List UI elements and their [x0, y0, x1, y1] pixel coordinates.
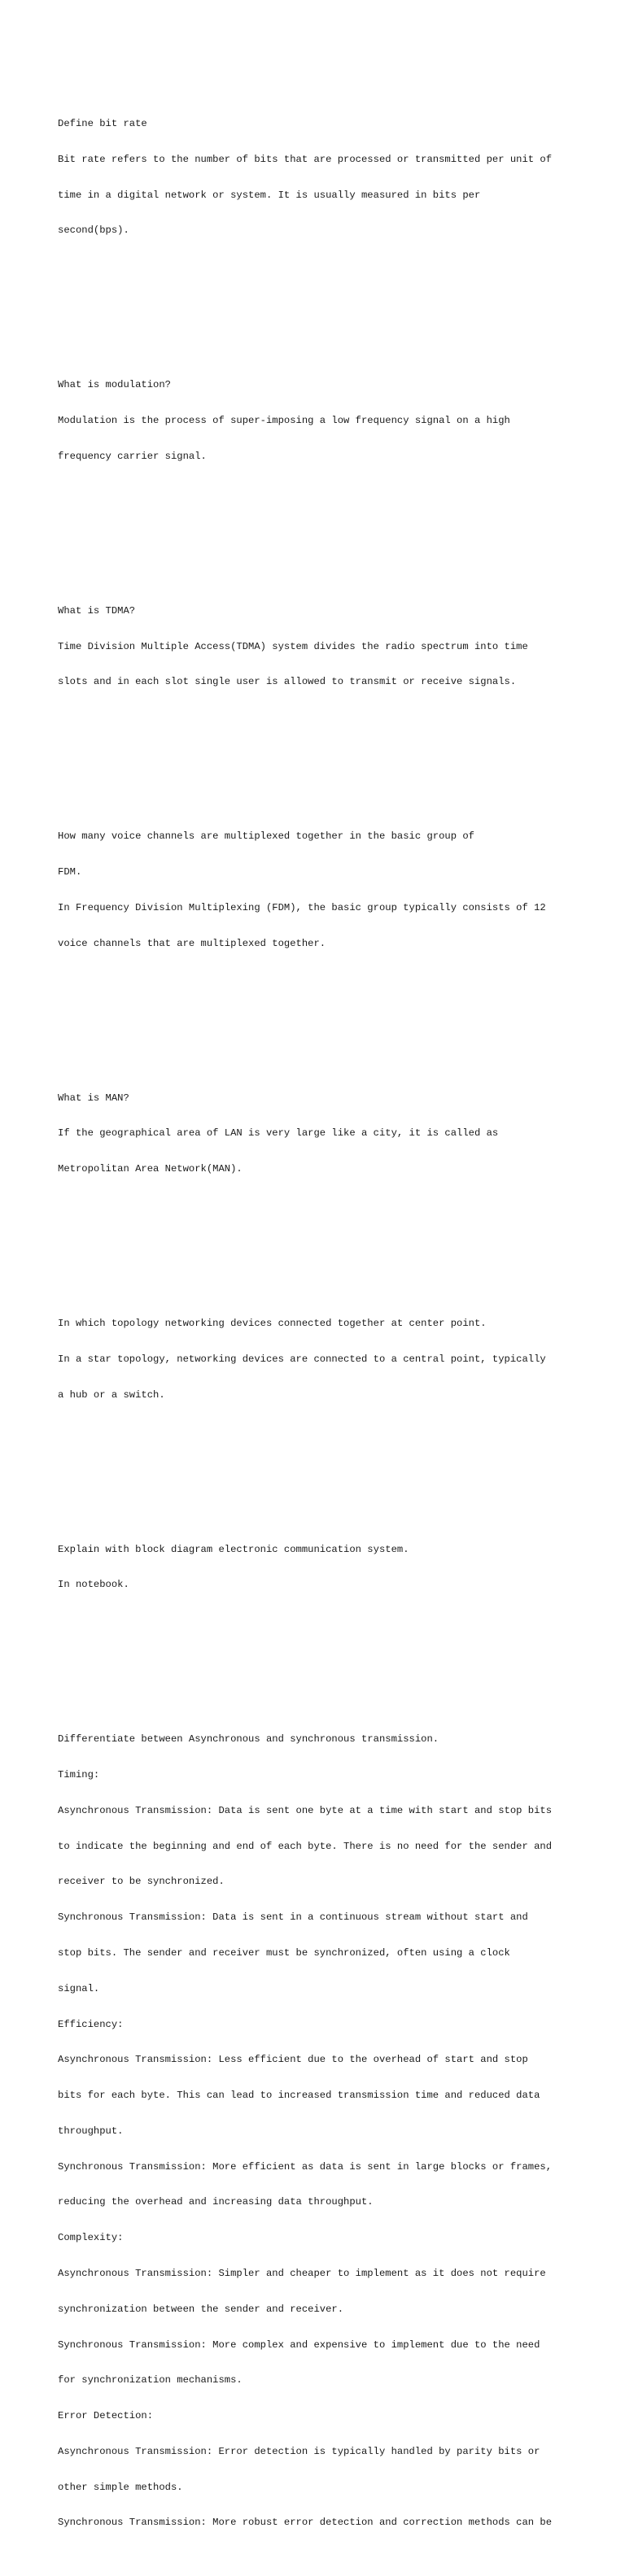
- answer-line: for synchronization mechanisms.: [58, 2374, 243, 2386]
- answer-line: signal.: [58, 1982, 100, 1994]
- answer-line: to indicate the beginning and end of each byte. There is no need for the sender and: [58, 1840, 553, 1852]
- qa-modulation: [58, 355, 579, 486]
- answer-line: Asynchronous Transmission: Error detection is typically handled by parity bits or: [58, 2445, 540, 2457]
- question-text: In which topology networking devices connected together at center point.: [58, 1318, 487, 1330]
- qa-topology: [58, 1294, 579, 1425]
- section-gap: [58, 735, 579, 771]
- answer-line: reducing the overhead and increasing data throughput.: [58, 2196, 374, 2208]
- question-text: Differentiate between Asynchronous and synchronous transmission.: [58, 1733, 439, 1746]
- qa-transmission: [58, 1710, 579, 2552]
- answer-line: throughput.: [58, 2125, 124, 2137]
- question-text: Define bit rate: [58, 117, 147, 129]
- document-page: [58, 59, 579, 2576]
- answer-line: In notebook.: [58, 1579, 129, 1591]
- answer-line: second(bps).: [58, 224, 129, 237]
- answer-line: frequency carrier signal.: [58, 450, 207, 462]
- question-text: How many voice channels are multiplexed together in the basic group of: [58, 830, 474, 843]
- answer-line: receiver to be synchronized.: [58, 1876, 225, 1888]
- answer-line: Time Division Multiple Access(TDMA) system divides the radio spectrum into time: [58, 640, 528, 652]
- qa-block-diagram: [58, 1519, 579, 1615]
- answer-line: Metropolitan Area Network(MAN).: [58, 1163, 243, 1175]
- subheading-efficiency: Efficiency:: [58, 2018, 124, 2030]
- answer-line: stop bits. The sender and receiver must be synchronized, often using a clock: [58, 1946, 510, 1959]
- answer-line: Modulation is the process of super-imposing a low frequency signal on a high: [58, 415, 510, 427]
- qa-tdma: [58, 582, 579, 713]
- section-gap: [58, 1638, 579, 1674]
- section-gap: [58, 997, 579, 1033]
- answer-line: Synchronous Transmission: More robust error detection and correction methods can be: [58, 2517, 553, 2529]
- answer-line: voice channels that are multiplexed together.: [58, 937, 326, 949]
- answer-line: Asynchronous Transmission: Less efficient due to the overhead of start and stop: [58, 2054, 528, 2066]
- answer-line: slots and in each slot single user is allowed to transmit or receive signals.: [58, 676, 517, 688]
- question-text: What is modulation?: [58, 379, 171, 391]
- answer-line: Synchronous Transmission: Data is sent in a continuous stream without start and: [58, 1911, 528, 1924]
- section-gap: [58, 1223, 579, 1258]
- answer-line: In Frequency Division Multiplexing (FDM), the basic group typically consists of 12: [58, 901, 546, 913]
- answer-line: Asynchronous Transmission: Simpler and cheaper to implement as it does not require: [58, 2267, 546, 2279]
- question-text: FDM.: [58, 866, 82, 878]
- answer-line: Synchronous Transmission: More efficient as data is sent in large blocks or frames,: [58, 2160, 553, 2173]
- answer-line: synchronization between the sender and receiver.: [58, 2303, 344, 2315]
- section-gap: [58, 284, 579, 320]
- section-gap: [58, 510, 579, 546]
- answer-line: Synchronous Transmission: More complex and expensive to implement due to the need: [58, 2338, 540, 2351]
- answer-line: a hub or a switch.: [58, 1388, 165, 1401]
- answer-line: other simple methods.: [58, 2481, 183, 2493]
- qa-fdm: [58, 807, 579, 973]
- answer-line: bits for each byte. This can lead to increased transmission time and reduced data: [58, 2090, 540, 2102]
- answer-line: If the geographical area of LAN is very large like a city, it is called as: [58, 1127, 499, 1140]
- answer-line: In a star topology, networking devices are connected to a central point, typically: [58, 1353, 546, 1365]
- question-text: What is TDMA?: [58, 604, 136, 617]
- subheading-timing: Timing:: [58, 1769, 100, 1781]
- qa-man: [58, 1068, 579, 1199]
- answer-line: Asynchronous Transmission: Data is sent one byte at a time with start and stop bits: [58, 1804, 553, 1816]
- section-gap: [58, 1449, 579, 1484]
- answer-line: time in a digital network or system. It is usually measured in bits per: [58, 189, 481, 201]
- question-text: Explain with block diagram electronic communication system.: [58, 1543, 409, 1555]
- question-text: What is MAN?: [58, 1092, 129, 1104]
- subheading-error-detection: Error Detection:: [58, 2410, 154, 2422]
- qa-bit-rate: [58, 94, 579, 260]
- answer-line: Bit rate refers to the number of bits that are processed or transmitted per unit of: [58, 153, 553, 165]
- subheading-complexity: Complexity:: [58, 2232, 124, 2244]
